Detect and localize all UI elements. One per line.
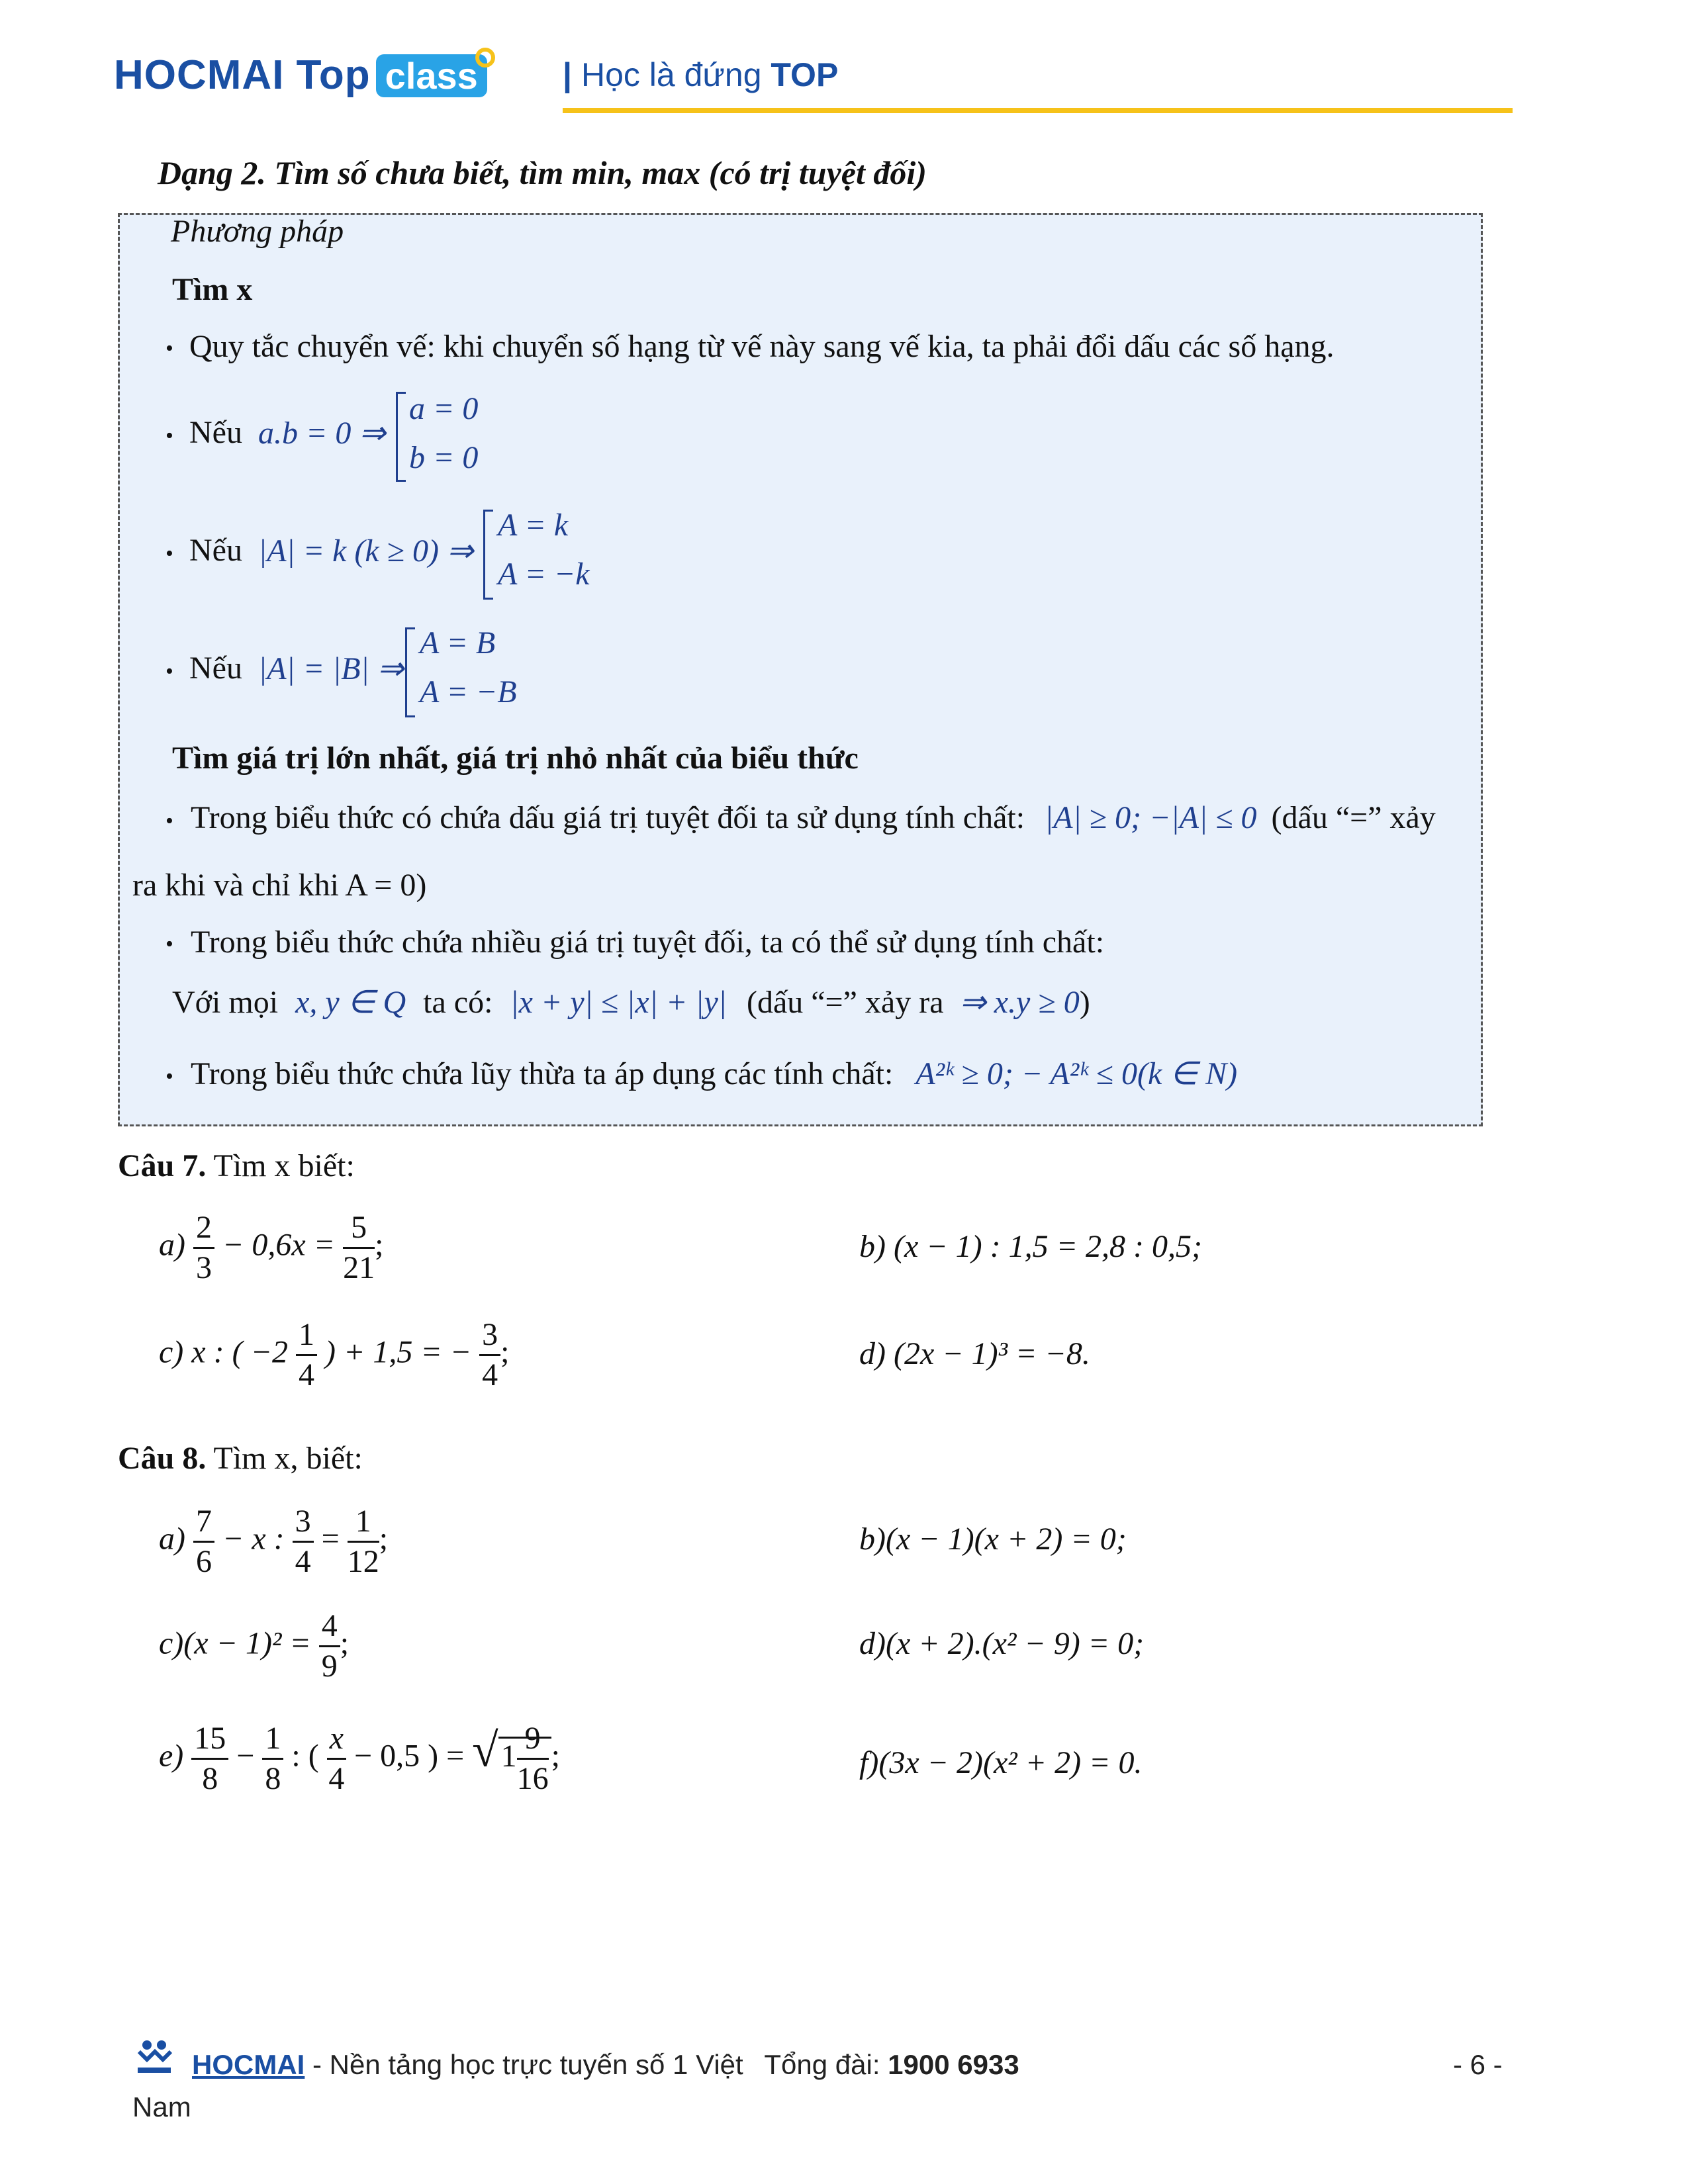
footer-brand-link[interactable]: HOCMAI — [192, 2049, 305, 2080]
denominator: 4 — [328, 1761, 345, 1796]
hocmai-topclass-logo — [114, 52, 487, 118]
abs-property-text: Trong biểu thức có chứa dấu giá trị tuyệt đối ta sử dụng tính chất: — [191, 800, 1025, 835]
q7-heading — [118, 1148, 355, 1184]
footer-continued: Nam — [132, 2091, 191, 2122]
numerator: 3 — [293, 1502, 314, 1543]
q7-c-mid: ) + 1,5 = − — [324, 1334, 472, 1370]
q8-a-end: ; — [379, 1521, 389, 1557]
footer-text — [192, 2049, 1019, 2081]
q8-a-label: a) — [159, 1521, 185, 1557]
tagline-prefix: Học là đứng — [581, 56, 762, 93]
q7-c-end: ; — [500, 1334, 510, 1370]
if-label: Nếu — [189, 533, 242, 568]
power-text: Trong biểu thức chứa lũy thừa ta áp dụng các tính chất: — [191, 1056, 894, 1091]
fraction — [327, 1719, 346, 1798]
root-integer: 1 — [500, 1738, 517, 1774]
forall-prefix: Với mọi — [172, 985, 279, 1020]
numerator: 3 — [479, 1316, 500, 1356]
q7-a-end: ; — [375, 1227, 384, 1263]
q7-a-mid: − 0,6x = — [222, 1227, 336, 1263]
q8-a-mid: − x : — [222, 1521, 285, 1557]
abs-property-cont: ra khi và chỉ khi A = 0) — [132, 868, 427, 903]
fraction — [319, 1607, 340, 1686]
bullet-icon: • — [165, 336, 173, 361]
fraction — [262, 1719, 283, 1798]
abs-property — [191, 799, 1436, 836]
page-number: - 6 - — [1453, 2049, 1503, 2080]
bullet-icon: • — [165, 1064, 173, 1089]
rule2-condition: |A| = k (k ≥ 0) ⇒ — [258, 533, 474, 569]
numerator: 1 — [296, 1316, 317, 1356]
q8-f-expr: (3x − 2)(x² + 2) = 0. — [878, 1745, 1143, 1780]
denominator: 4 — [298, 1357, 314, 1392]
bullet-icon: • — [165, 541, 173, 566]
q8-e — [159, 1719, 560, 1798]
q8-e-colon: : ( — [291, 1738, 319, 1774]
q8-b-expr: (x − 1)(x + 2) = 0; — [885, 1522, 1127, 1557]
abs-property-tail: (dấu “=” xảy — [1271, 800, 1436, 835]
tagline-emph: TOP — [771, 56, 839, 93]
find-x-title: Tìm x — [172, 272, 253, 307]
q8-c-label: c) — [159, 1625, 184, 1661]
tagline — [563, 56, 838, 94]
rule3-condition: |A| = |B| ⇒ — [258, 651, 404, 686]
minmax-title: Tìm giá trị lớn nhất, giá trị nhỏ nhất của biểu thức — [172, 741, 859, 776]
q8-c-end: ; — [340, 1625, 350, 1661]
rule1-condition: a.b = 0 ⇒ — [258, 416, 386, 451]
numerator: 4 — [319, 1607, 340, 1647]
method-heading: Phương pháp — [171, 214, 344, 249]
power-line — [191, 1055, 1237, 1092]
forall-line — [172, 983, 1090, 1021]
q8-f-label: f) — [859, 1745, 879, 1780]
q7-prompt: Tìm x biết: — [213, 1148, 355, 1183]
q8-label: Câu 8. — [118, 1441, 207, 1476]
fraction — [191, 1719, 228, 1798]
q7-b — [859, 1228, 1202, 1265]
fraction — [343, 1208, 375, 1287]
denominator: 21 — [343, 1250, 375, 1285]
denominator: 9 — [321, 1649, 338, 1684]
q7-d — [859, 1336, 1090, 1372]
fraction — [296, 1316, 317, 1394]
numerator: 9 — [517, 1719, 549, 1760]
if-label: Nếu — [189, 415, 242, 450]
q7-b-expr: (x − 1) : 1,5 = 2,8 : 0,5; — [893, 1229, 1202, 1264]
denominator: 12 — [347, 1544, 379, 1579]
q8-b — [859, 1521, 1127, 1557]
denominator: 8 — [265, 1761, 281, 1796]
bullet-icon: • — [165, 659, 173, 684]
footer-hotline-label: Tổng đài: — [764, 2049, 880, 2080]
rule2-case2: A = −k — [498, 557, 590, 592]
bracket — [483, 510, 493, 600]
header-divider — [563, 108, 1513, 113]
q8-prompt: Tìm x, biết: — [213, 1441, 363, 1476]
q7-c-label: c) — [159, 1334, 184, 1370]
multi-abs-text: Trong biểu thức chứa nhiều giá trị tuyệt đối, ta có thể sử dụng tính chất: — [191, 925, 1105, 960]
q8-d-expr: (x + 2).(x² − 9) = 0; — [885, 1626, 1145, 1661]
q7-label: Câu 7. — [118, 1148, 207, 1183]
q7-a — [159, 1208, 383, 1287]
bullet-icon: • — [165, 809, 173, 833]
rule1-case1: a = 0 — [409, 391, 479, 426]
q8-b-label: b) — [859, 1522, 886, 1557]
numerator: 15 — [191, 1719, 228, 1760]
rule2-case1: A = k — [498, 508, 569, 543]
numerator: 5 — [343, 1208, 375, 1249]
forall-math: x, y ∈ Q — [295, 985, 406, 1020]
bullet-icon: • — [165, 932, 173, 956]
if-label: Nếu — [189, 651, 242, 686]
bullet-icon: • — [165, 424, 173, 448]
footer-tagline: - Nền tảng học trực tuyến số 1 Việt — [312, 2049, 743, 2080]
denominator: 16 — [516, 1761, 549, 1796]
q8-a-eq: = — [321, 1521, 340, 1557]
q8-heading — [118, 1440, 363, 1477]
rule1-case2: b = 0 — [409, 440, 479, 475]
forall-tail-a: (dấu “=” xảy ra — [746, 985, 944, 1020]
rule3-case1: A = B — [420, 625, 496, 660]
fraction — [193, 1208, 214, 1287]
forall-tail-b: ) — [1079, 985, 1090, 1020]
fraction — [517, 1719, 549, 1798]
sun-icon — [475, 48, 495, 68]
forall-mid: ta có: — [423, 985, 493, 1020]
section-title: Dạng 2. Tìm số chưa biết, tìm min, max (có trị tuyệt đối) — [158, 154, 927, 191]
bracket — [396, 392, 406, 482]
rule3-case2: A = −B — [420, 674, 517, 709]
q7-d-expr: (2x − 1)³ = −8. — [893, 1336, 1090, 1371]
numerator: 1 — [262, 1719, 283, 1760]
fraction — [348, 1502, 379, 1581]
fraction — [293, 1502, 314, 1581]
q7-a-label: a) — [159, 1227, 185, 1263]
tagline-bar: | — [563, 56, 572, 93]
power-math: A²ᵏ ≥ 0; − A²ᵏ ≤ 0(k ∈ N) — [915, 1056, 1238, 1091]
numerator: x — [327, 1719, 346, 1760]
q8-c-pre: (x − 1)² = — [183, 1625, 311, 1661]
fraction — [479, 1316, 500, 1394]
numerator: 2 — [193, 1208, 214, 1249]
forall-ineq: |x + y| ≤ |x| + |y| — [510, 985, 727, 1020]
sqrt-icon: √ — [472, 1723, 498, 1777]
logo-badge: class — [376, 54, 487, 97]
q8-d — [859, 1625, 1144, 1662]
q8-e-mid: − 0,5 ) = — [354, 1738, 465, 1774]
numerator: 7 — [193, 1502, 214, 1543]
numerator: 1 — [348, 1502, 379, 1543]
q8-e-label: e) — [159, 1738, 184, 1774]
denominator: 8 — [202, 1761, 218, 1796]
q8-a — [159, 1502, 388, 1581]
sqrt-content — [498, 1721, 551, 1796]
bracket — [405, 627, 415, 717]
q8-e-end: ; — [551, 1738, 560, 1774]
hocmai-footer-icon — [132, 2037, 176, 2081]
footer-hotline: 1900 6933 — [888, 2049, 1019, 2080]
q7-c-pre: x : ( −2 — [191, 1334, 288, 1370]
q8-d-label: d) — [859, 1626, 886, 1661]
q8-f — [859, 1745, 1142, 1781]
q7-b-label: b) — [859, 1229, 886, 1264]
fraction — [193, 1502, 214, 1581]
q7-d-label: d) — [859, 1336, 886, 1371]
denominator: 3 — [195, 1250, 212, 1285]
abs-property-math: |A| ≥ 0; −|A| ≤ 0 — [1045, 800, 1257, 835]
denominator: 4 — [482, 1357, 498, 1392]
forall-tail-math: ⇒ x.y ≥ 0 — [959, 985, 1080, 1020]
q8-c — [159, 1607, 349, 1686]
denominator: 6 — [195, 1544, 212, 1579]
rule-transfer: Quy tắc chuyển vế: khi chuyển số hạng từ vế này sang vế kia, ta phải đổi dấu các số hạng. — [189, 329, 1335, 364]
q8-e-minus: − — [236, 1738, 255, 1774]
q7-c — [159, 1316, 509, 1394]
logo-text: HOCMAI Top — [114, 52, 371, 98]
denominator: 4 — [295, 1544, 311, 1579]
